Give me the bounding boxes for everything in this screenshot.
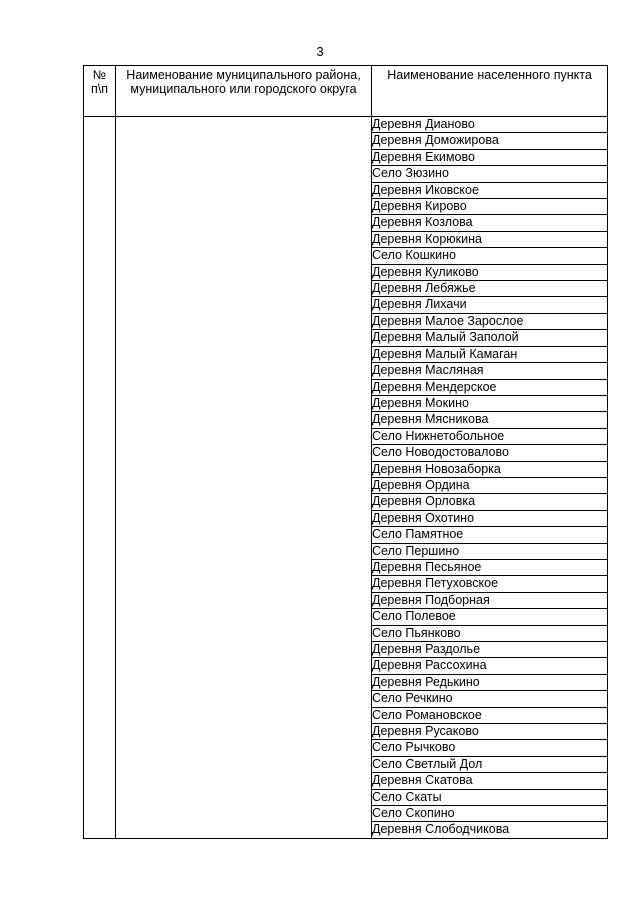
settlement-cell: Деревня Новозаборка xyxy=(372,461,608,477)
settlement-cell: Деревня Петуховское xyxy=(372,576,608,592)
page-number: 3 xyxy=(316,44,324,59)
settlement-cell: Деревня Екимово xyxy=(372,149,608,165)
settlement-cell: Деревня Скатова xyxy=(372,773,608,789)
header-number: № п\п xyxy=(84,66,116,117)
settlement-cell: Деревня Куликово xyxy=(372,264,608,280)
settlement-cell: Деревня Дианово xyxy=(372,117,608,133)
settlement-cell: Село Новодостовалово xyxy=(372,445,608,461)
settlement-cell: Село Речкино xyxy=(372,691,608,707)
settlement-cell: Село Скаты xyxy=(372,789,608,805)
settlement-cell: Деревня Малый Заполой xyxy=(372,330,608,346)
settlement-cell: Село Памятное xyxy=(372,527,608,543)
settlement-cell: Деревня Орловка xyxy=(372,494,608,510)
table-row xyxy=(84,117,608,133)
header-settlement: Наименование населенного пункта xyxy=(372,66,608,117)
settlement-cell: Деревня Козлова xyxy=(372,215,608,231)
settlement-cell: Село Кошкино xyxy=(372,248,608,264)
settlement-cell: Деревня Мендерское xyxy=(372,379,608,395)
table-body xyxy=(84,117,608,839)
settlement-cell: Деревня Подборная xyxy=(372,592,608,608)
settlement-cell: Село Светлый Дол xyxy=(372,756,608,772)
settlement-cell: Деревня Слободчикова xyxy=(372,822,608,838)
settlement-cell: Деревня Мокино xyxy=(372,395,608,411)
settlement-cell: Деревня Малый Камаган xyxy=(372,346,608,362)
settlement-cell: Деревня Рассохина xyxy=(372,658,608,674)
settlement-cell: Деревня Лебяжье xyxy=(372,281,608,297)
settlement-cell: Деревня Кирово xyxy=(372,199,608,215)
settlement-cell: Деревня Мясникова xyxy=(372,412,608,428)
settlement-cell: Деревня Доможирова xyxy=(372,133,608,149)
settlement-cell: Деревня Раздолье xyxy=(372,642,608,658)
settlement-cell: Село Першино xyxy=(372,543,608,559)
settlement-cell: Деревня Русаково xyxy=(372,724,608,740)
settlement-cell: Село Зюзино xyxy=(372,166,608,182)
settlement-cell: Деревня Ордина xyxy=(372,477,608,493)
settlement-cell: Деревня Иковское xyxy=(372,182,608,198)
municipality-cell xyxy=(116,117,372,839)
settlement-cell: Деревня Охотино xyxy=(372,510,608,526)
number-cell xyxy=(84,117,116,839)
settlement-cell: Село Пьянково xyxy=(372,625,608,641)
settlement-cell: Деревня Масляная xyxy=(372,363,608,379)
settlement-cell: Деревня Корюкина xyxy=(372,231,608,247)
settlement-cell: Деревня Редькино xyxy=(372,674,608,690)
settlement-cell: Деревня Малое Зарослое xyxy=(372,313,608,329)
settlement-cell: Село Романовское xyxy=(372,707,608,723)
table-header-row xyxy=(84,66,608,117)
settlement-cell: Село Полевое xyxy=(372,609,608,625)
settlement-cell: Деревня Песьяное xyxy=(372,559,608,575)
settlement-cell: Село Нижнетобольное xyxy=(372,428,608,444)
settlements-table xyxy=(83,65,608,839)
settlement-cell: Деревня Лихачи xyxy=(372,297,608,313)
settlement-cell: Село Скопино xyxy=(372,806,608,822)
settlement-cell: Село Рычково xyxy=(372,740,608,756)
header-municipality: Наименование муниципального района, муниципального или городского округа xyxy=(116,66,372,117)
